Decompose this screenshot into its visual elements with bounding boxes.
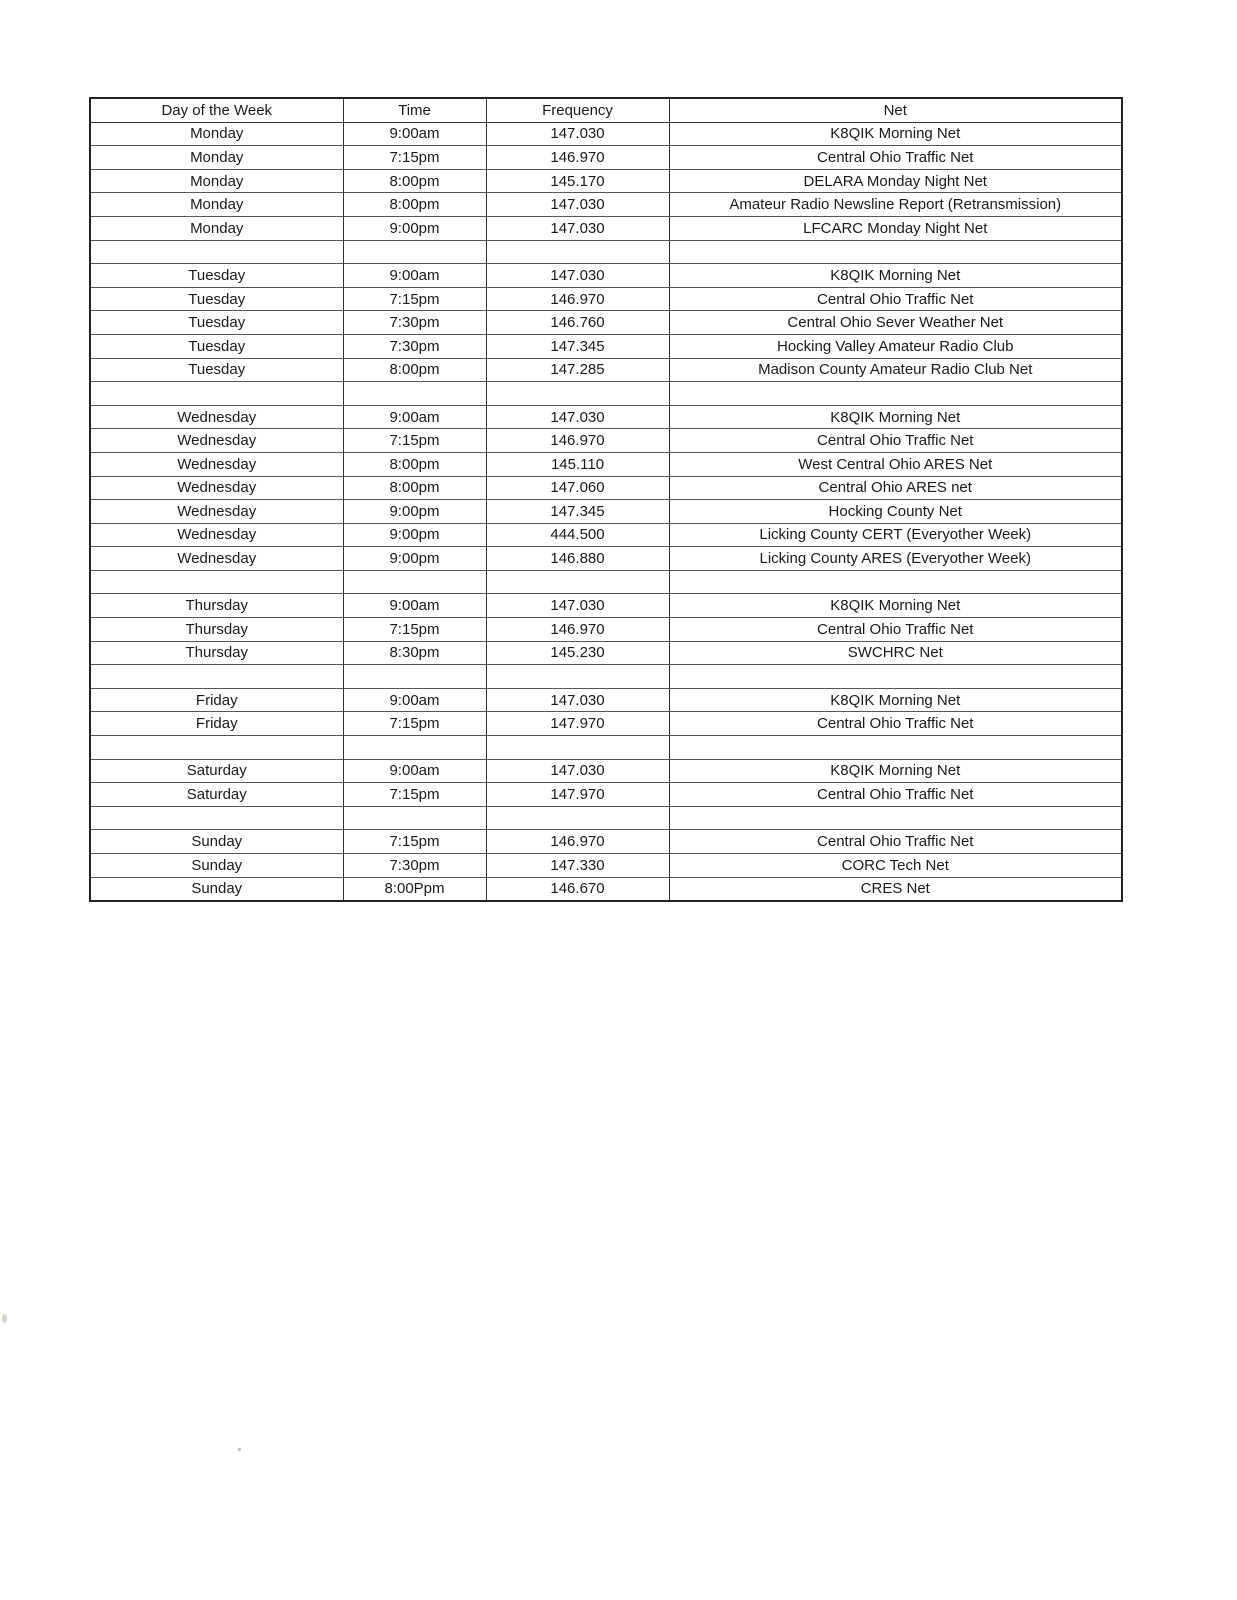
cell-day: Thursday bbox=[90, 594, 343, 618]
cell-net: DELARA Monday Night Net bbox=[669, 169, 1122, 193]
cell-frequency bbox=[486, 806, 669, 830]
cell-day bbox=[90, 240, 343, 264]
cell-net: Licking County CERT (Everyother Week) bbox=[669, 523, 1122, 547]
cell-day: Sunday bbox=[90, 877, 343, 901]
cell-net: Central Ohio Traffic Net bbox=[669, 712, 1122, 736]
spacer-row bbox=[90, 736, 1122, 760]
header-frequency: Frequency bbox=[486, 98, 669, 122]
table-row bbox=[90, 877, 1122, 901]
header-day: Day of the Week bbox=[90, 98, 343, 122]
cell-net: Central Ohio Traffic Net bbox=[669, 429, 1122, 453]
table-row bbox=[90, 547, 1122, 571]
cell-time: 8:00pm bbox=[343, 476, 486, 500]
cell-day: Saturday bbox=[90, 759, 343, 783]
cell-day: Wednesday bbox=[90, 405, 343, 429]
cell-net: West Central Ohio ARES Net bbox=[669, 452, 1122, 476]
spacer-row bbox=[90, 240, 1122, 264]
cell-frequency: 147.030 bbox=[486, 688, 669, 712]
cell-net bbox=[669, 806, 1122, 830]
cell-time: 7:15pm bbox=[343, 783, 486, 807]
table-row bbox=[90, 641, 1122, 665]
header-time: Time bbox=[343, 98, 486, 122]
cell-net: CORC Tech Net bbox=[669, 854, 1122, 878]
table-row bbox=[90, 500, 1122, 524]
cell-net: Hocking County Net bbox=[669, 500, 1122, 524]
cell-net: K8QIK Morning Net bbox=[669, 122, 1122, 146]
cell-net: Central Ohio Traffic Net bbox=[669, 618, 1122, 642]
table-row bbox=[90, 688, 1122, 712]
cell-time bbox=[343, 570, 486, 594]
header-row bbox=[90, 98, 1122, 122]
cell-day: Sunday bbox=[90, 854, 343, 878]
header-net: Net bbox=[669, 98, 1122, 122]
table-row bbox=[90, 193, 1122, 217]
cell-frequency: 146.760 bbox=[486, 311, 669, 335]
cell-frequency bbox=[486, 240, 669, 264]
cell-day: Friday bbox=[90, 688, 343, 712]
cell-day bbox=[90, 736, 343, 760]
table-row bbox=[90, 122, 1122, 146]
cell-net: Central Ohio ARES net bbox=[669, 476, 1122, 500]
cell-net bbox=[669, 382, 1122, 406]
cell-time: 9:00am bbox=[343, 264, 486, 288]
cell-day: Wednesday bbox=[90, 429, 343, 453]
net-schedule-table bbox=[89, 97, 1123, 902]
cell-time: 8:30pm bbox=[343, 641, 486, 665]
cell-frequency: 147.030 bbox=[486, 759, 669, 783]
cell-day bbox=[90, 806, 343, 830]
cell-day: Monday bbox=[90, 193, 343, 217]
table-row bbox=[90, 594, 1122, 618]
cell-time: 9:00am bbox=[343, 688, 486, 712]
table-row bbox=[90, 429, 1122, 453]
cell-frequency: 145.230 bbox=[486, 641, 669, 665]
cell-time bbox=[343, 665, 486, 689]
cell-net: K8QIK Morning Net bbox=[669, 688, 1122, 712]
cell-net bbox=[669, 736, 1122, 760]
cell-day: Friday bbox=[90, 712, 343, 736]
cell-frequency: 146.670 bbox=[486, 877, 669, 901]
table-row bbox=[90, 476, 1122, 500]
cell-day bbox=[90, 570, 343, 594]
table-row bbox=[90, 783, 1122, 807]
cell-time: 8:00pm bbox=[343, 358, 486, 382]
cell-net bbox=[669, 665, 1122, 689]
cell-frequency: 147.030 bbox=[486, 405, 669, 429]
cell-time: 9:00am bbox=[343, 594, 486, 618]
cell-day: Monday bbox=[90, 169, 343, 193]
cell-frequency: 147.330 bbox=[486, 854, 669, 878]
cell-frequency: 147.060 bbox=[486, 476, 669, 500]
table-row bbox=[90, 712, 1122, 736]
cell-day: Thursday bbox=[90, 618, 343, 642]
cell-time: 8:00pm bbox=[343, 193, 486, 217]
cell-frequency: 146.880 bbox=[486, 547, 669, 571]
cell-time: 7:15pm bbox=[343, 618, 486, 642]
cell-day: Saturday bbox=[90, 783, 343, 807]
scan-speck bbox=[2, 1314, 7, 1323]
cell-day: Sunday bbox=[90, 830, 343, 854]
cell-day bbox=[90, 665, 343, 689]
cell-frequency bbox=[486, 382, 669, 406]
cell-net: Hocking Valley Amateur Radio Club bbox=[669, 334, 1122, 358]
cell-time: 9:00am bbox=[343, 122, 486, 146]
cell-net: SWCHRC Net bbox=[669, 641, 1122, 665]
cell-time: 7:30pm bbox=[343, 334, 486, 358]
cell-net: Central Ohio Traffic Net bbox=[669, 287, 1122, 311]
cell-time: 7:30pm bbox=[343, 311, 486, 335]
table-row bbox=[90, 311, 1122, 335]
cell-time bbox=[343, 736, 486, 760]
spacer-row bbox=[90, 665, 1122, 689]
cell-time: 9:00pm bbox=[343, 523, 486, 547]
table-row bbox=[90, 334, 1122, 358]
cell-frequency bbox=[486, 570, 669, 594]
cell-frequency: 146.970 bbox=[486, 429, 669, 453]
cell-time: 7:15pm bbox=[343, 429, 486, 453]
cell-time: 8:00pm bbox=[343, 452, 486, 476]
cell-day: Thursday bbox=[90, 641, 343, 665]
cell-time: 9:00am bbox=[343, 405, 486, 429]
cell-net: Central Ohio Traffic Net bbox=[669, 830, 1122, 854]
scan-speck bbox=[238, 1448, 241, 1451]
cell-frequency: 147.285 bbox=[486, 358, 669, 382]
table-row bbox=[90, 264, 1122, 288]
cell-frequency: 147.970 bbox=[486, 712, 669, 736]
table-row bbox=[90, 618, 1122, 642]
table-row bbox=[90, 287, 1122, 311]
cell-net: Central Ohio Sever Weather Net bbox=[669, 311, 1122, 335]
spacer-row bbox=[90, 382, 1122, 406]
cell-time: 9:00am bbox=[343, 759, 486, 783]
schedule-body bbox=[90, 122, 1122, 901]
cell-time: 9:00pm bbox=[343, 500, 486, 524]
cell-time: 8:00pm bbox=[343, 169, 486, 193]
cell-time: 7:15pm bbox=[343, 830, 486, 854]
cell-day: Monday bbox=[90, 216, 343, 240]
cell-day: Monday bbox=[90, 146, 343, 170]
table-row bbox=[90, 759, 1122, 783]
cell-time: 7:30pm bbox=[343, 854, 486, 878]
cell-frequency: 147.030 bbox=[486, 193, 669, 217]
cell-net: K8QIK Morning Net bbox=[669, 759, 1122, 783]
cell-net: Amateur Radio Newsline Report (Retransmission) bbox=[669, 193, 1122, 217]
cell-net: Central Ohio Traffic Net bbox=[669, 783, 1122, 807]
cell-net: K8QIK Morning Net bbox=[669, 594, 1122, 618]
cell-frequency bbox=[486, 736, 669, 760]
spacer-row bbox=[90, 806, 1122, 830]
cell-frequency: 147.030 bbox=[486, 122, 669, 146]
cell-net: LFCARC Monday Night Net bbox=[669, 216, 1122, 240]
cell-day: Tuesday bbox=[90, 287, 343, 311]
cell-frequency: 145.110 bbox=[486, 452, 669, 476]
cell-day: Wednesday bbox=[90, 547, 343, 571]
cell-day: Tuesday bbox=[90, 334, 343, 358]
spacer-row bbox=[90, 570, 1122, 594]
cell-time: 9:00pm bbox=[343, 547, 486, 571]
table-row bbox=[90, 146, 1122, 170]
table-row bbox=[90, 216, 1122, 240]
cell-time: 9:00pm bbox=[343, 216, 486, 240]
cell-time: 8:00Ppm bbox=[343, 877, 486, 901]
cell-frequency: 444.500 bbox=[486, 523, 669, 547]
cell-day: Wednesday bbox=[90, 523, 343, 547]
cell-day: Tuesday bbox=[90, 358, 343, 382]
cell-frequency: 145.170 bbox=[486, 169, 669, 193]
table-row bbox=[90, 830, 1122, 854]
cell-net: Licking County ARES (Everyother Week) bbox=[669, 547, 1122, 571]
cell-frequency: 147.970 bbox=[486, 783, 669, 807]
cell-frequency: 147.030 bbox=[486, 264, 669, 288]
cell-time bbox=[343, 240, 486, 264]
cell-day: Tuesday bbox=[90, 311, 343, 335]
table-row bbox=[90, 452, 1122, 476]
cell-frequency: 147.345 bbox=[486, 334, 669, 358]
cell-time: 7:15pm bbox=[343, 712, 486, 736]
cell-frequency: 146.970 bbox=[486, 618, 669, 642]
cell-net: Madison County Amateur Radio Club Net bbox=[669, 358, 1122, 382]
cell-net bbox=[669, 570, 1122, 594]
cell-net: Central Ohio Traffic Net bbox=[669, 146, 1122, 170]
cell-day: Wednesday bbox=[90, 452, 343, 476]
cell-time bbox=[343, 806, 486, 830]
table-row bbox=[90, 169, 1122, 193]
cell-time: 7:15pm bbox=[343, 146, 486, 170]
cell-net: K8QIK Morning Net bbox=[669, 405, 1122, 429]
cell-net: K8QIK Morning Net bbox=[669, 264, 1122, 288]
cell-day: Wednesday bbox=[90, 500, 343, 524]
cell-time: 7:15pm bbox=[343, 287, 486, 311]
cell-frequency bbox=[486, 665, 669, 689]
cell-net: CRES Net bbox=[669, 877, 1122, 901]
table-row bbox=[90, 523, 1122, 547]
cell-time bbox=[343, 382, 486, 406]
cell-frequency: 146.970 bbox=[486, 287, 669, 311]
cell-net bbox=[669, 240, 1122, 264]
table-row bbox=[90, 405, 1122, 429]
cell-frequency: 146.970 bbox=[486, 146, 669, 170]
cell-day: Wednesday bbox=[90, 476, 343, 500]
table-row bbox=[90, 358, 1122, 382]
cell-day: Tuesday bbox=[90, 264, 343, 288]
cell-frequency: 146.970 bbox=[486, 830, 669, 854]
cell-day bbox=[90, 382, 343, 406]
cell-frequency: 147.030 bbox=[486, 216, 669, 240]
cell-day: Monday bbox=[90, 122, 343, 146]
cell-frequency: 147.030 bbox=[486, 594, 669, 618]
table-row bbox=[90, 854, 1122, 878]
cell-frequency: 147.345 bbox=[486, 500, 669, 524]
